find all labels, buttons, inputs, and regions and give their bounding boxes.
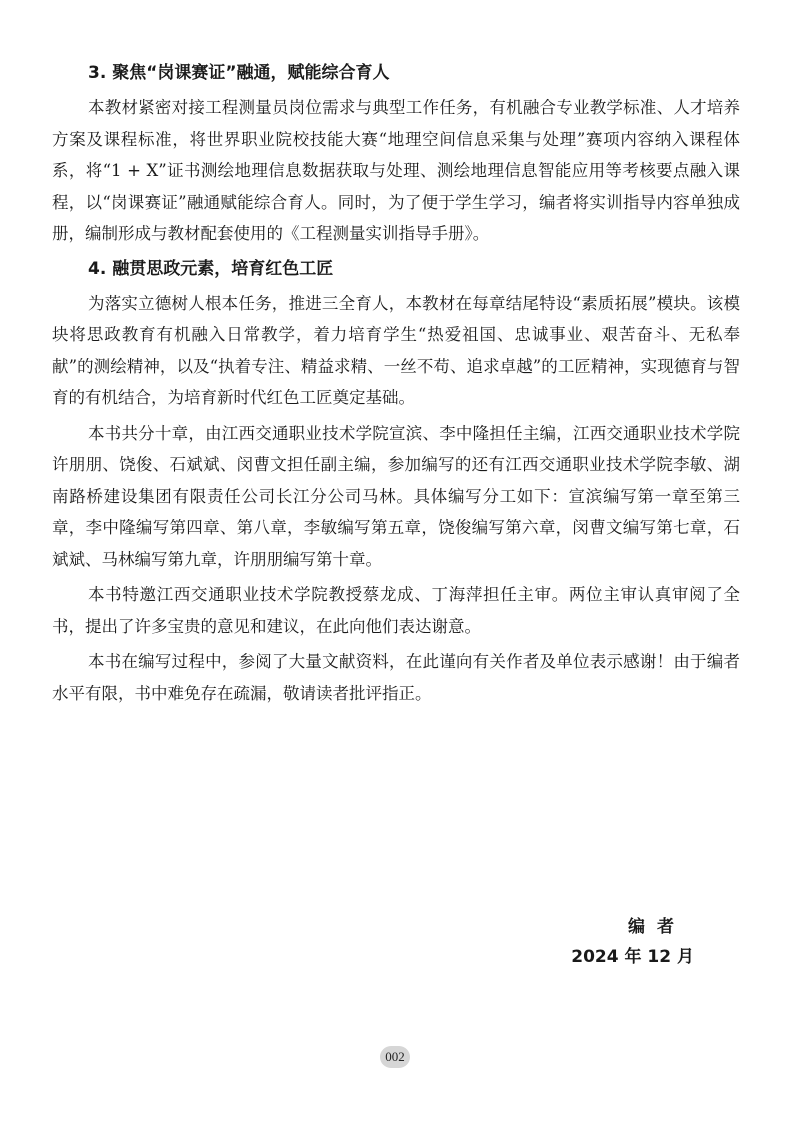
section-heading-3: 3. 聚焦“岗课赛证”融通，赋能综合育人 xyxy=(88,63,390,83)
paragraph-authors: 本书共分十章，由江西交通职业技术学院宣滨、李中隆担任主编，江西交通职业技术学院许朋朋、饶俊、石斌斌、闵曹文担任副主编，参加编写的还有江西交通职业技术学院李敏、湖南路桥建设集团有限责任公司长江分公司马林。具体编写分工如下：宣滨编写第一章至第三章，李中隆编写第四章、第八章，李敏编写第五章，饶俊编写第六章，闵曹文编写第七章，石斌斌、马林编写第九章，许朋朋编写第十章。 xyxy=(52,423,740,569)
signature-date: 2024 年 12 月 xyxy=(571,947,694,967)
document-body xyxy=(52,58,740,713)
signature-name: 编者 xyxy=(628,917,686,937)
section-heading-4: 4. 融贯思政元素，培育红色工匠 xyxy=(88,258,334,279)
page-number: 002 xyxy=(380,1046,410,1068)
paragraph-sizheng: 为落实立德树人根本任务，推进三全育人，本教材在每章结尾特设“素质拓展”模块。该模块将思政教育有机融入日常教学，着力培育学生“热爱祖国、忠诚事业、艰苦奋斗、无私奉献”的测绘精神，以及“执着专注、精益求精、一丝不苟、追求卓越”的工匠精神，实现德育与智育的有机结合，为培育新时代红色工匠奠定基础。 xyxy=(52,293,740,407)
paragraph-acknowledgement: 本书在编写过程中，参阅了大量文献资料，在此谨向有关作者及单位表示感谢！由于编者水平有限，书中难免存在疏漏，敬请读者批评指正。 xyxy=(52,652,740,703)
paragraph-reviewers: 本书特邀江西交通职业技术学院教授蔡龙成、丁海萍担任主审。两位主审认真审阅了全书，提出了许多宝贵的意见和建议，在此向他们表达谢意。 xyxy=(52,585,740,636)
paragraph-gangkesaizheng: 本教材紧密对接工程测量员岗位需求与典型工作任务，有机融合专业教学标准、人才培养方案及课程标准，将世界职业院校技能大赛“地理空间信息采集与处理”赛项内容纳入课程体系，将“1 + X”证书测绘地理信息数据获取与处理、测绘地理信息智能应用等考核要点融入课程，以“岗课赛证”融通赋能综合育人。同时，为了便于学生学习，编者将实训指导内容单独成册，编制形成与教材配套使用的《工程测量实训指导手册》。 xyxy=(52,98,740,243)
signature-block xyxy=(571,912,694,972)
